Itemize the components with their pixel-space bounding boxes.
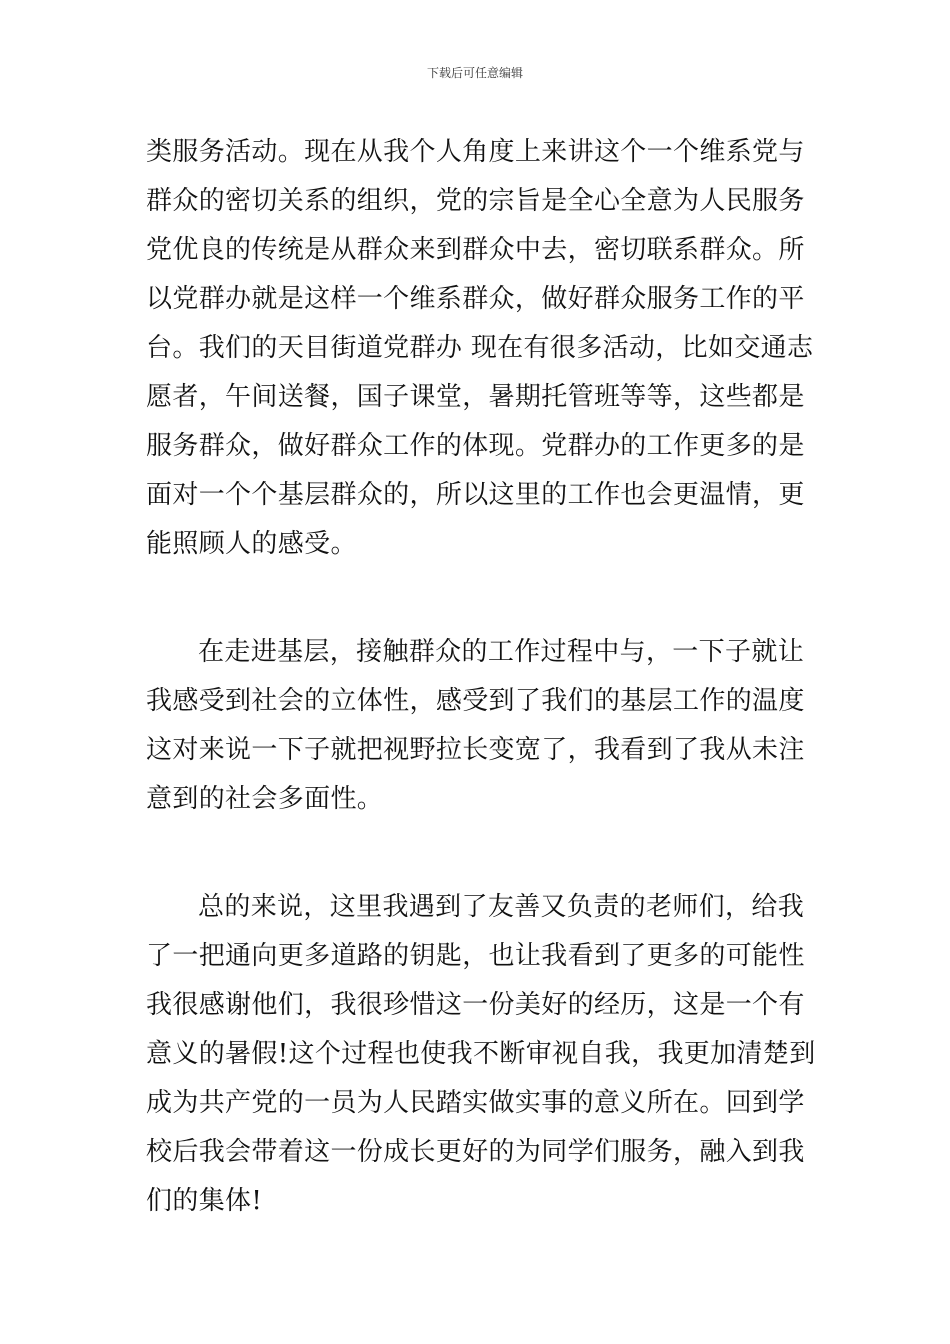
document-body [146, 128, 816, 1226]
paragraph-line: 在走进基层，接触群众的工作过程中与，一下子就让 [198, 637, 805, 667]
paragraph-line: 台。我们的天目街道党群办 现在有很多活动，比如交通志 [146, 333, 814, 363]
paragraph-line: 校后我会带着这一份成长更好的为同学们服务，融入到我 [146, 1137, 805, 1167]
paragraph-line: 愿者，午间送餐，国子课堂，暑期托管班等等，这些都是 [146, 382, 805, 412]
paragraph [146, 128, 816, 569]
paragraph-line: 类服务活动。现在从我个人角度上来讲这个一个维系党与 [146, 137, 805, 167]
paragraph-line: 我感受到社会的立体性，感受到了我们的基层工作的温度 [146, 686, 805, 716]
paragraph-line: 服务群众，做好群众工作的体现。党群办的工作更多的是 [146, 431, 805, 461]
paragraph-line: 们的集体! [146, 1186, 263, 1216]
paragraph-line: 以党群办就是这样一个维系群众，做好群众服务工作的平 [146, 284, 805, 314]
paragraph-line: 党优良的传统是从群众来到群众中去，密切联系群众。所 [146, 235, 805, 265]
paragraph-line: 这对来说一下子就把视野拉长变宽了，我看到了我从未注 [146, 735, 805, 765]
paragraph-line: 了一把通向更多道路的钥匙，也让我看到了更多的可能性 [146, 941, 805, 971]
paragraph-line: 意到的社会多面性。 [146, 784, 384, 814]
paragraph-line: 意义的暑假!这个过程也使我不断审视自我，我更加清楚到 [146, 1039, 816, 1069]
paragraph-line: 总的来说，这里我遇到了友善又负责的老师们，给我 [198, 892, 805, 922]
paragraph-spacer [146, 569, 816, 628]
paragraph [146, 883, 816, 1226]
paragraph-line: 面对一个个基层群众的，所以这里的工作也会更温情，更 [146, 480, 805, 510]
paragraph-line: 能照顾人的感受。 [146, 529, 357, 559]
paragraph-line: 群众的密切关系的组织，党的宗旨是全心全意为人民服务 [146, 186, 805, 216]
paragraph-line: 我很感谢他们，我很珍惜这一份美好的经历，这是一个有 [146, 990, 805, 1020]
page-header-note: 下载后可任意编辑 [426, 66, 523, 80]
paragraph-spacer [146, 824, 816, 883]
paragraph-line: 成为共产党的一员为人民踏实做实事的意义所在。回到学 [146, 1088, 805, 1118]
paragraph [146, 628, 816, 824]
